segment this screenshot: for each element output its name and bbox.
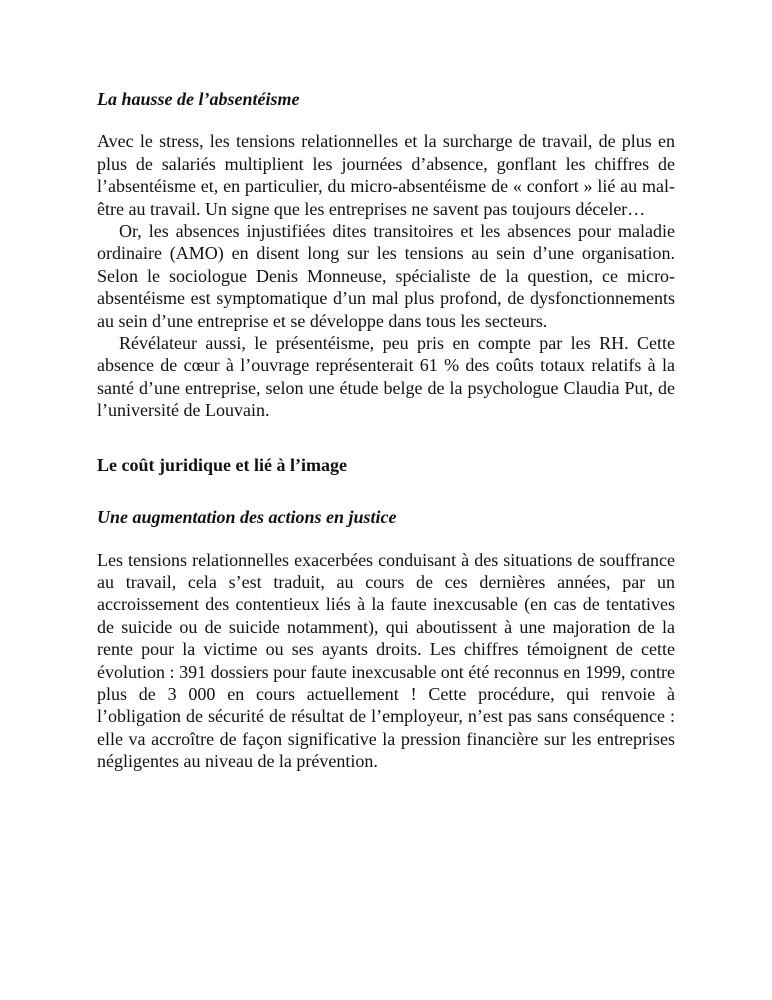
paragraph-absenteeism-intro: Avec le stress, les tensions relationnelles et la surcharge de travail, de plus en plus de salariés multiplient les journées d’absence, gonflant les chiffres de l’absentéisme et, en particulier, du micro-absentéisme de « confort » lié au mal-être au travail. Un signe que les entreprises ne savent pas toujours déceler… — [97, 131, 675, 219]
spacer — [97, 110, 675, 130]
spacer — [97, 529, 675, 549]
paragraph-presenteeism: Révélateur aussi, le présentéisme, peu pris en compte par les RH. Cette absence de cœur à l’ouvrage représenterait 61 % des coûts totaux relatifs à la santé d’une entreprise, selon une étude belge de la psychologue Claudia Put, de l’université de Louvain. — [97, 333, 675, 421]
spacer — [97, 422, 675, 454]
section-heading-absenteeism: La hausse de l’absentéisme — [97, 89, 300, 109]
subsection-heading-legal-actions: Une augmentation des actions en justice — [97, 507, 397, 528]
paragraph-unjustified-absences: Or, les absences injustifiées dites transitoires et les absences pour maladie ordinaire (AMO) en disent long sur les tensions au sein d’une organisation. Selon le sociologue Denis Monneuse, spécialiste de la question, ce micro-absentéisme est symptomatique d’un mal plus profond, de dysfonctionnements au sein d’une entreprise et se développe dans tous les secteurs. — [97, 221, 675, 331]
document-page — [97, 88, 675, 773]
paragraph-legal-actions: Les tensions relationnelles exacerbées conduisant à des situations de souffrance au travail, cela s’est traduit, au cours de ces dernières années, par un accroissement des contentieux liés à la faute inexcusable (en cas de tentatives de suicide ou de suicide notamment), qui aboutissent à une majoration de la rente pour la victime ou ses ayants droits. Les chiffres témoignent de cette évolution : 391 dossiers pour faute inexcusable ont été reconnus en 1999, contre plus de 3 000 en cours actuellement ! Cette procédure, qui renvoie à l’obligation de sécurité de résultat de l’employeur, n’est pas sans conséquence : elle va accroître de façon significative la pression financière sur les entreprises négligentes au niveau de la prévention. — [97, 549, 675, 772]
spacer — [97, 476, 675, 506]
section-heading-legal-cost: Le coût juridique et lié à l’image — [97, 454, 347, 475]
